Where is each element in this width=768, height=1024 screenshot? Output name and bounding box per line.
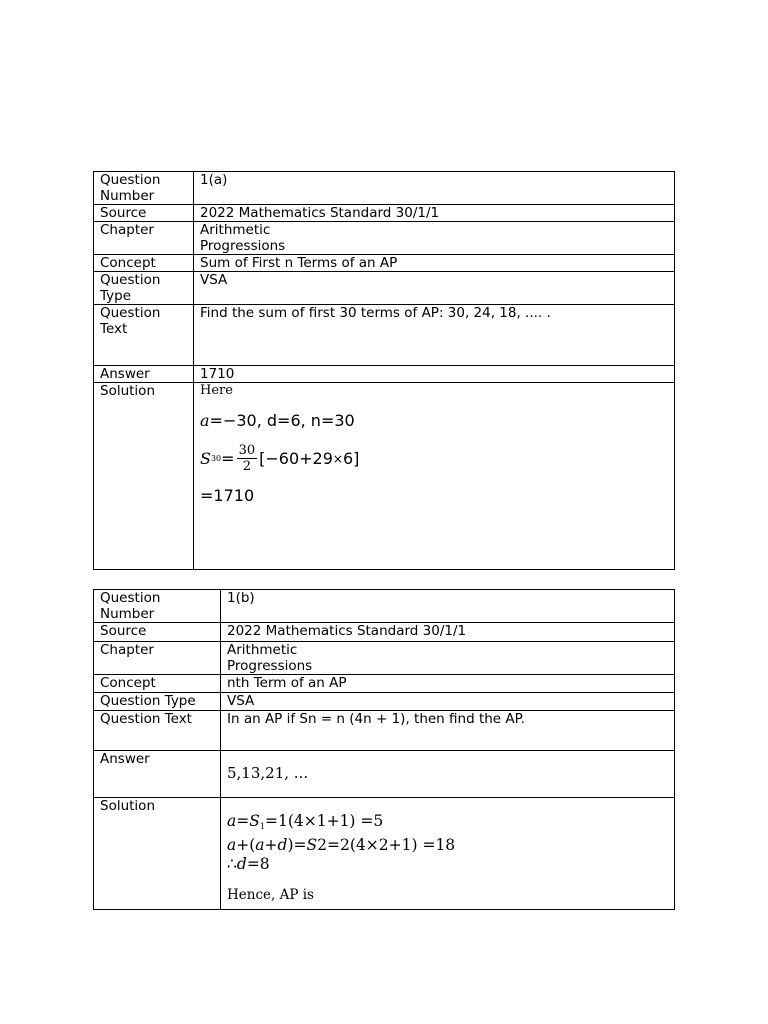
eq1-rest: =−30, d=6, n=30 <box>209 411 355 430</box>
line3-rest: =8 <box>246 855 270 873</box>
eq2-equals: = <box>221 448 235 468</box>
line2-close: )= <box>287 836 307 854</box>
answer-value: 5,13,21, ... <box>221 751 675 798</box>
row-label-source: Source <box>94 205 194 222</box>
line1-variable: a <box>227 812 237 830</box>
line1-subscript: 1 <box>259 822 265 831</box>
table-row <box>94 366 675 383</box>
question-table-1b <box>93 589 675 910</box>
source-value: 2022 Mathematics Standard 30/1/1 <box>194 205 675 222</box>
line2-d: d <box>277 836 288 854</box>
fraction-numerator: 30 <box>238 443 256 458</box>
line2-plus: +( <box>236 836 256 854</box>
solution-intro: Here <box>200 383 233 398</box>
source-value: 2022 Mathematics Standard 30/1/1 <box>221 623 675 642</box>
eq2-times: × <box>332 451 343 466</box>
table-row <box>94 642 675 675</box>
table-row <box>94 172 675 205</box>
question-number-value: 1(a) <box>194 172 675 205</box>
row-label-question-text: Question Text <box>94 711 221 751</box>
row-label-question-number: Question Number <box>94 172 194 205</box>
table-row <box>94 623 675 642</box>
table-row <box>94 798 675 910</box>
question-text-value: In an AP if Sn = n (4n + 1), then find the AP. <box>221 711 675 751</box>
table-row <box>94 711 675 751</box>
row-label-solution: Solution <box>94 383 194 570</box>
row-label-source: Source <box>94 623 221 642</box>
table-row <box>94 272 675 305</box>
eq1-variable: a <box>200 411 210 430</box>
line2-rest: =2(4×2+1) =18 <box>327 836 456 854</box>
therefore-symbol: ∴ <box>227 855 237 873</box>
row-label-chapter: Chapter <box>94 642 221 675</box>
solution-hence: Hence, AP is <box>227 887 314 903</box>
table-row <box>94 305 675 366</box>
row-label-concept: Concept <box>94 675 221 693</box>
line2-s: S <box>306 836 318 854</box>
row-label-answer: Answer <box>94 751 221 798</box>
row-label-question-number: Question Number <box>94 590 221 623</box>
line1-s: S <box>249 812 260 830</box>
line2-a2: a <box>255 836 265 854</box>
question-text-value: Find the sum of first 30 terms of AP: 30, 24, 18, .... . <box>194 305 675 366</box>
row-label-question-type: Question Type <box>94 693 221 711</box>
solution-line-3 <box>227 855 668 874</box>
line1-equals: = <box>236 812 250 830</box>
table-row <box>94 222 675 255</box>
table-row <box>94 590 675 623</box>
solution-equation-2 <box>200 443 668 474</box>
row-label-answer: Answer <box>94 366 194 383</box>
question-table-1a <box>93 171 675 570</box>
fraction-denominator: 2 <box>242 459 251 474</box>
solution-line-2 <box>227 836 668 855</box>
line3-d: d <box>236 855 247 873</box>
answer-value: 1710 <box>194 366 675 383</box>
row-label-solution: Solution <box>94 798 221 910</box>
line2-subscript: 2 <box>317 836 328 854</box>
eq2-variable: S <box>200 448 211 468</box>
concept-value: nth Term of an AP <box>221 675 675 693</box>
table-row <box>94 751 675 798</box>
table-row <box>94 255 675 272</box>
eq2-subscript: 30 <box>210 453 222 463</box>
table-row <box>94 383 675 570</box>
eq2-fraction <box>237 443 258 474</box>
concept-value: Sum of First n Terms of an AP <box>194 255 675 272</box>
row-label-chapter: Chapter <box>94 222 194 255</box>
solution-cell <box>221 798 675 910</box>
question-number-value: 1(b) <box>221 590 675 623</box>
row-label-concept: Concept <box>94 255 194 272</box>
table-row <box>94 205 675 222</box>
line1-rest: =1(4×1+1) =5 <box>264 812 384 830</box>
row-label-question-type: Question Type <box>94 272 194 305</box>
table-row <box>94 693 675 711</box>
question-type-value: VSA <box>221 693 675 711</box>
eq2-bracket-end: 6] <box>342 448 360 468</box>
solution-equation-1 <box>200 411 668 431</box>
chapter-value: Arithmetic Progressions <box>194 222 675 255</box>
row-label-question-text: Question Text <box>94 305 194 366</box>
solution-equation-3: =1710 <box>200 486 255 505</box>
solution-line-1 <box>227 812 668 836</box>
solution-cell <box>194 383 675 570</box>
table-row <box>94 675 675 693</box>
eq2-bracket-start: [−60+29 <box>259 448 333 468</box>
question-type-value: VSA <box>194 272 675 305</box>
line2-a1: a <box>227 836 237 854</box>
line2-plus2: + <box>264 836 278 854</box>
chapter-value: Arithmetic Progressions <box>221 642 675 675</box>
